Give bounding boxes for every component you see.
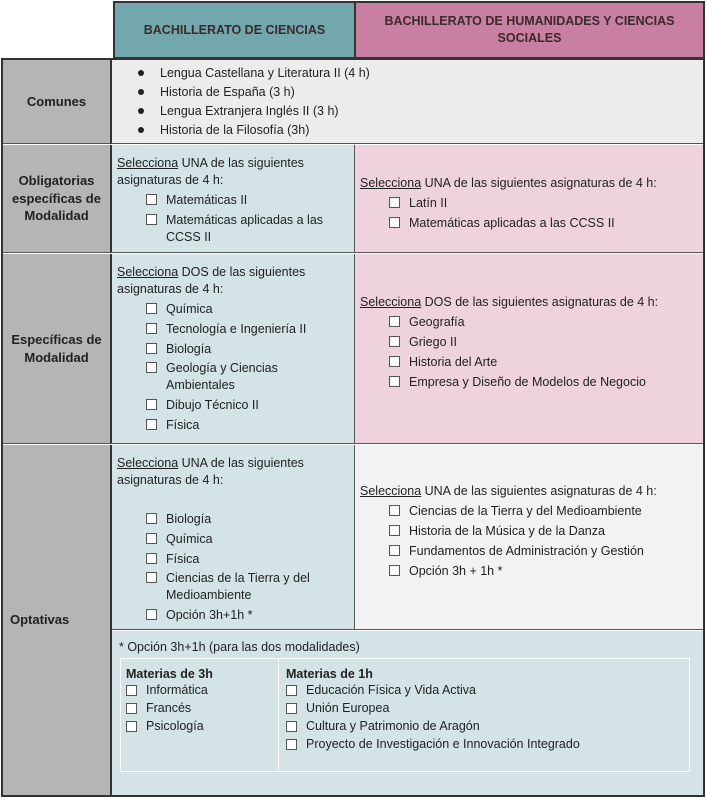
checkbox-label: Ciencias de la Tierra y del Medioambiente [166,571,310,603]
checkbox-label: Opción 3h + 1h * [409,563,503,578]
especificas-humanidades-cell [355,254,703,444]
materias-1h-title: Materias de 1h [286,667,373,681]
selecciona-label: Selecciona [360,484,422,498]
selecciona-label: Selecciona [360,295,422,309]
checkbox-icon[interactable] [126,703,137,714]
checkbox-option[interactable] [286,701,689,715]
checkbox-icon[interactable] [286,685,297,696]
checkbox-option[interactable] [146,360,349,394]
obligatorias-ciencias-intro [117,155,349,189]
checkbox-option[interactable] [146,301,349,318]
checkbox-label: Historia del Arte [409,354,498,369]
bullet-icon [138,127,144,133]
materias-3h-title: Materias de 3h [126,667,213,681]
materias-table [120,658,690,772]
checkbox-option[interactable] [286,683,689,697]
checkbox-label: Geología y Ciencias Ambientales [166,361,278,393]
especificas-humanidades-options [360,314,698,391]
checkbox-option[interactable] [146,321,349,338]
checkbox-icon[interactable] [146,214,157,225]
checkbox-icon[interactable] [146,343,157,354]
checkbox-icon[interactable] [146,609,157,620]
comunes-item [112,102,703,121]
checkbox-label: Biología [166,511,212,526]
checkbox-label: Física [166,418,200,432]
comunes-item [112,121,703,140]
intro-text: UNA de las siguientes asignaturas de 4 h: [421,176,657,190]
checkbox-option[interactable] [389,334,698,351]
checkbox-label: Opción 3h+1h * [166,608,253,623]
obligatorias-humanidades-options [360,195,698,232]
checkbox-label: Cultura y Patrimonio de Aragón [306,719,480,733]
opcion-3h1h-title: * Opción 3h+1h (para las dos modalidades) [119,640,360,654]
checkbox-icon[interactable] [389,505,400,516]
checkbox-label: Empresa y Diseño de Modelos de Negocio [409,374,646,389]
checkbox-option[interactable] [389,195,698,212]
comunes-item-label: Historia de la Filosofía (3h) [160,123,310,137]
checkbox-label: Griego II [409,334,457,349]
checkbox-icon[interactable] [389,525,400,536]
checkbox-option[interactable] [146,511,349,528]
checkbox-icon[interactable] [389,197,400,208]
checkbox-icon[interactable] [389,217,400,228]
checkbox-option[interactable] [126,701,278,715]
optativas-ciencias-intro [117,455,349,489]
checkbox-label: Educación Física y Vida Activa [306,683,476,697]
checkbox-label: Fundamentos de Administración y Gestión [409,543,644,558]
checkbox-label: Física [166,551,200,566]
checkbox-label: Ciencias de la Tierra y del Medioambiente [409,503,642,518]
optativas-ciencias-options [117,511,349,624]
checkbox-icon[interactable] [389,356,400,367]
obligatorias-ciencias-options [117,192,349,246]
checkbox-icon[interactable] [286,739,297,750]
checkbox-icon[interactable] [146,362,157,373]
obligatorias-humanidades-intro [360,175,698,192]
checkbox-option[interactable] [146,551,349,568]
header-humanidades-text: BACHILLERATO DE HUMANIDADES Y CIENCIAS SOCIALES [384,14,675,45]
bullet-icon [138,89,144,95]
checkbox-label: Informática [146,683,208,697]
comunes-item [112,83,703,102]
checkbox-option[interactable] [389,543,698,560]
checkbox-icon[interactable] [146,323,157,334]
checkbox-icon[interactable] [286,721,297,732]
checkbox-option[interactable] [286,737,689,751]
checkbox-icon[interactable] [146,303,157,314]
checkbox-option[interactable] [146,341,349,358]
especificas-ciencias-options [117,301,349,434]
checkbox-option[interactable] [389,503,698,520]
checkbox-icon[interactable] [286,703,297,714]
checkbox-icon[interactable] [146,419,157,430]
checkbox-icon[interactable] [146,513,157,524]
checkbox-option[interactable] [126,719,278,733]
intro-text: UNA de las siguientes asignaturas de 4 h: [117,156,304,187]
comunes-item-label: Lengua Castellana y Literatura II (4 h) [160,66,370,80]
checkbox-icon[interactable] [146,533,157,544]
row-label-especificas [3,254,112,444]
row-label-comunes [3,60,112,144]
opcion-3h1h-block [112,631,703,795]
obligatorias-humanidades-cell [355,145,703,253]
checkbox-label: Matemáticas aplicadas a las CCSS II [166,212,324,244]
checkbox-icon[interactable] [389,376,400,387]
comunes-list [112,64,703,140]
intro-text: DOS de las siguientes asignaturas de 4 h: [421,295,659,309]
intro-text: DOS de las siguientes asignaturas de 4 h: [117,265,306,296]
optativas-humanidades-options [360,503,698,580]
row-label-obligatorias [3,145,112,253]
checkbox-option[interactable] [146,607,349,624]
checkbox-icon[interactable] [389,565,400,576]
bullet-icon [138,70,144,76]
checkbox-icon[interactable] [389,316,400,327]
checkbox-icon[interactable] [126,721,137,732]
checkbox-icon[interactable] [126,685,137,696]
comunes-cell [112,60,703,144]
checkbox-icon[interactable] [389,336,400,347]
comunes-item-label: Lengua Extranjera Inglés II (3 h) [160,104,339,118]
optativas-humanidades-cell [355,445,703,630]
checkbox-option[interactable] [389,374,698,391]
checkbox-label: Matemáticas II [166,192,248,207]
header-ciencias [113,1,356,59]
checkbox-option[interactable] [146,192,349,209]
materias-1h-options [286,683,689,751]
header-ciencias-text: BACHILLERATO DE CIENCIAS [143,22,326,37]
checkbox-icon[interactable] [146,194,157,205]
optativas-humanidades-intro [360,483,698,500]
especificas-label: Específicas de Modalidad [11,331,102,365]
checkbox-option[interactable] [146,397,349,414]
checkbox-label: Psicología [146,719,204,733]
checkbox-label: Química [166,531,213,546]
header-humanidades [354,1,705,59]
especificas-humanidades-intro [360,294,698,311]
checkbox-label: Biología [166,341,212,356]
checkbox-option[interactable] [286,719,689,733]
obligatorias-label: Obligatorias específicas de Modalidad [12,173,101,224]
comunes-label: Comunes [26,93,87,109]
checkbox-option[interactable] [389,563,698,580]
checkbox-option[interactable] [389,354,698,371]
checkbox-option[interactable] [389,523,698,540]
checkbox-option[interactable] [146,570,349,604]
selecciona-label: Selecciona [360,176,422,190]
checkbox-icon[interactable] [389,545,400,556]
row-label-optativas [3,445,112,795]
selecciona-label: Selecciona [117,456,179,470]
especificas-ciencias-cell [112,254,355,444]
checkbox-label: Latín II [409,195,448,210]
selecciona-label: Selecciona [117,265,179,279]
checkbox-option[interactable] [146,212,349,246]
checkbox-option[interactable] [146,417,349,434]
checkbox-option[interactable] [389,215,698,232]
optativas-label: Optativas [10,612,70,628]
checkbox-label: Química [166,301,213,316]
comunes-item [112,64,703,83]
checkbox-label: Francés [146,701,192,715]
checkbox-option[interactable] [126,683,278,697]
checkbox-label: Proyecto de Investigación e Innovación Integrado [306,737,580,751]
checkbox-label: Matemáticas aplicadas a las CCSS II [409,215,615,230]
checkbox-icon[interactable] [146,553,157,564]
especificas-ciencias-intro [117,264,349,298]
checkbox-option[interactable] [389,314,698,331]
checkbox-label: Tecnología e Ingeniería II [166,321,307,336]
checkbox-label: Historia de la Música y de la Danza [409,523,605,538]
materias-3h-col [121,659,279,771]
bullet-icon [138,108,144,114]
materias-3h-options [126,683,278,733]
checkbox-icon[interactable] [146,399,157,410]
materias-1h-col [280,659,689,771]
intro-text: UNA de las siguientes asignaturas de 4 h: [117,456,304,487]
checkbox-icon[interactable] [146,572,157,583]
obligatorias-ciencias-cell [112,145,355,253]
checkbox-option[interactable] [146,531,349,548]
comunes-item-label: Historia de España (3 h) [160,85,295,99]
selecciona-label: Selecciona [117,156,179,170]
checkbox-label: Geografía [409,314,465,329]
checkbox-label: Dibujo Técnico II [166,398,259,413]
checkbox-label: Unión Europea [306,701,390,715]
optativas-ciencias-cell [112,445,355,630]
intro-text: UNA de las siguientes asignaturas de 4 h: [421,484,657,498]
